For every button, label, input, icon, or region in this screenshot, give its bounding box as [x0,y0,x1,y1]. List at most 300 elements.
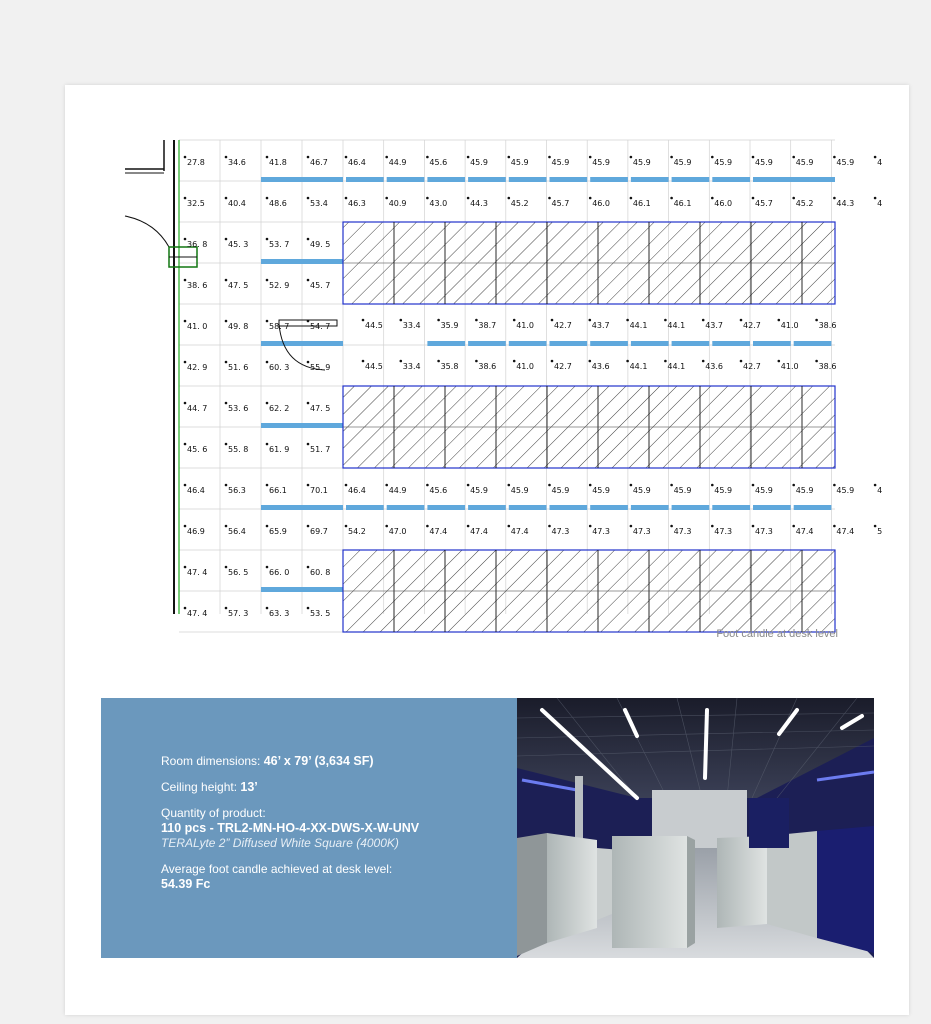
illuminance-value: 49. 8 [228,322,249,331]
calc-point [184,361,187,364]
calc-point [513,360,516,363]
light-fixture [387,177,425,182]
avg-foot-candle-label: Average foot candle achieved at desk level: [161,862,393,876]
calc-point [184,443,187,446]
illuminance-value: 47.4 [836,527,855,536]
calc-point [225,238,228,241]
illuminance-value: 69.7 [310,527,328,536]
illuminance-value: 40.4 [228,199,246,208]
calc-point [225,607,228,610]
light-fixture [261,423,343,428]
calc-point [437,360,440,363]
light-fixture [631,177,669,182]
calc-point [225,566,228,569]
calc-point [345,484,348,487]
calc-point [307,607,310,610]
calc-point [307,320,310,323]
calc-point [385,484,388,487]
calc-point [778,319,781,322]
calc-point [307,238,310,241]
illuminance-value: 57. 3 [228,609,249,618]
calc-point [225,402,228,405]
illuminance-value: 41.0 [516,362,535,371]
illuminance-value: 47.3 [755,527,773,536]
calc-point [266,361,269,364]
light-fixture [509,505,547,510]
illuminance-value: 43.6 [591,362,610,371]
ceiling-height-label: Ceiling height: [161,780,238,794]
illuminance-value: 43.6 [705,362,724,371]
illuminance-value: 66. 0 [269,568,290,577]
calc-point [792,197,795,200]
calc-point [815,360,818,363]
calc-point [184,525,187,528]
illuminance-value: 53.4 [310,199,328,208]
room-dimensions-value: 46’ x 79’ (3,634 SF) [263,754,374,768]
illuminance-value: 56. 5 [228,568,249,577]
calc-point [630,525,633,528]
calc-point [475,360,478,363]
ceiling-height [161,780,501,795]
rendering-image [517,698,874,958]
illuminance-value: 42. 9 [187,363,208,372]
product-name: TERALyte 2” Diffused White Square (4000K) [161,836,399,850]
calc-point [589,360,592,363]
light-fixture [753,505,791,510]
calc-point [266,566,269,569]
illuminance-value: 47. 4 [187,568,208,577]
calc-point [711,197,714,200]
illuminance-value: 60. 3 [269,363,290,372]
calc-point [307,484,310,487]
calc-point [225,484,228,487]
ceiling-height-value: 13’ [240,780,258,794]
illuminance-value: 33.4 [402,321,421,330]
light-fixture [672,505,710,510]
illuminance-value: 53. 6 [228,404,249,413]
light-fixture [346,505,384,510]
illuminance-value: 66.1 [269,486,287,495]
calc-point [548,197,551,200]
illuminance-value: 41.0 [780,321,799,330]
light-fixture [590,341,628,346]
illuminance-value: 61. 9 [269,445,290,454]
illuminance-value: 45.9 [795,158,814,167]
calc-point [670,197,673,200]
calc-point [792,156,795,159]
illuminance-value: 45.9 [714,158,733,167]
calc-point [307,279,310,282]
illuminance-value: 44.1 [629,321,648,330]
illuminance-value: 46.9 [187,527,205,536]
calc-point [266,607,269,610]
calc-point [874,197,877,200]
calc-point [551,319,554,322]
calc-point [664,319,667,322]
illuminance-value: 47.4 [795,527,814,536]
illuminance-value: 47.0 [388,527,407,536]
illuminance-value: 38.6 [478,362,497,371]
calc-point [184,197,187,200]
illuminance-value: 38.6 [818,362,837,371]
calc-point [307,197,310,200]
lighting-layout-plan [125,140,883,618]
illuminance-value: 27.8 [187,158,205,167]
calc-point [266,238,269,241]
calc-point [385,525,388,528]
illuminance-value: 46.7 [310,158,328,167]
calc-point [752,525,755,528]
illuminance-value: 70.1 [310,486,328,495]
illuminance-value: 44.5 [365,321,383,330]
calc-point [400,360,403,363]
light-fixture [261,587,343,592]
calc-point [362,360,365,363]
illuminance-value: 53. 5 [310,609,331,618]
calc-point [711,156,714,159]
illuminance-value: 45.9 [470,486,488,495]
calc-point [752,484,755,487]
calc-point [385,197,388,200]
calc-point [626,360,629,363]
illuminance-value: 48.6 [269,199,287,208]
calc-point [184,607,187,610]
illuminance-value: 45.7 [551,199,570,208]
light-fixture [261,177,343,182]
illuminance-value: 44. 7 [187,404,208,413]
calc-point [778,360,781,363]
illuminance-value: 45.9 [592,486,611,495]
illuminance-value: 62. 2 [269,404,290,413]
calc-point [225,320,228,323]
calc-point [833,484,836,487]
illuminance-value: 42.7 [743,321,761,330]
illuminance-value: 44.3 [470,199,488,208]
calc-point [345,197,348,200]
calc-point [437,319,440,322]
light-fixture [550,177,588,182]
illuminance-value: 45.9 [551,158,570,167]
calc-point [711,525,714,528]
calc-point [307,156,310,159]
calc-point [307,525,310,528]
calc-point [833,156,836,159]
light-fixture [550,341,588,346]
illuminance-value: 46.1 [632,199,651,208]
calc-point [630,156,633,159]
calc-point [589,156,592,159]
illuminance-value: 45.9 [836,486,855,495]
illuminance-value: 45. 7 [310,281,331,290]
illuminance-value: 41.0 [780,362,799,371]
illuminance-value: 45. 3 [228,240,249,249]
light-fixture [712,177,750,182]
illuminance-value: 32.5 [187,199,205,208]
light-fixture [753,341,791,346]
illuminance-value: 47.3 [592,527,611,536]
calc-point [551,360,554,363]
illuminance-value: 45.9 [755,486,773,495]
illuminance-value: 65.9 [269,527,287,536]
calc-point [548,484,551,487]
calc-point [874,484,877,487]
illuminance-value: 47. 5 [310,404,331,413]
illuminance-value: 42.7 [554,321,572,330]
calc-point [664,360,667,363]
illuminance-value: 51. 7 [310,445,331,454]
illuminance-value: 45.9 [836,158,855,167]
illuminance-value: 45.9 [592,158,611,167]
calc-point [225,197,228,200]
calc-point [184,320,187,323]
illuminance-value: 49. 5 [310,240,331,249]
room-info-text [161,754,501,892]
calc-point [266,525,269,528]
illuminance-value: 52. 9 [269,281,290,290]
illuminance-value: 43.7 [705,321,724,330]
calc-point [702,319,705,322]
calc-point [184,156,187,159]
calc-point [548,156,551,159]
illuminance-value: 44.1 [667,321,686,330]
illuminance-value: 56.4 [228,527,246,536]
illuminance-value: 47.3 [632,527,651,536]
illuminance-value: 45. 6 [187,445,208,454]
illuminance-value: 46.4 [348,158,366,167]
calc-point [225,279,228,282]
calc-point [225,525,228,528]
light-fixture [590,505,628,510]
illuminance-value: 4 [877,158,883,167]
calc-point [266,279,269,282]
illuminance-value: 55. 9 [310,363,331,372]
illuminance-value: 45.9 [755,158,773,167]
calc-point [792,484,795,487]
calc-point [589,484,592,487]
illuminance-value: 40.9 [388,199,407,208]
calc-point [426,525,429,528]
light-fixture [712,505,750,510]
light-fixture [261,341,343,346]
calc-point [345,525,348,528]
calc-point [225,443,228,446]
data-center-rendering [517,698,874,958]
illuminance-value: 45.6 [429,486,448,495]
door-swing [125,216,169,247]
illuminance-value: 41. 0 [187,322,208,331]
light-fixture [468,341,506,346]
calc-point [508,156,511,159]
illuminance-value: 45.9 [673,158,692,167]
calc-point [225,361,228,364]
calc-point [400,319,403,322]
calc-point [589,197,592,200]
plan-drawing [125,140,883,618]
calc-point [740,319,743,322]
illuminance-value: 58. 7 [269,322,290,331]
calc-point [475,319,478,322]
plan-caption: Foot candle at desk level [716,628,838,640]
calc-point [307,566,310,569]
calc-point [508,525,511,528]
light-fixture [261,259,343,264]
illuminance-value: 47.3 [551,527,570,536]
light-fixture [387,505,425,510]
calc-point [467,484,470,487]
illuminance-value: 47.4 [470,527,488,536]
calc-point [792,525,795,528]
light-fixture [672,341,710,346]
light-fixture [427,505,465,510]
light-fixture [509,341,547,346]
illuminance-value: 63. 3 [269,609,290,618]
illuminance-value: 56.3 [228,486,246,495]
light-fixture [468,505,506,510]
calc-point [426,484,429,487]
illuminance-value: 55. 8 [228,445,249,454]
illuminance-value: 45.2 [510,199,529,208]
calc-point [307,443,310,446]
illuminance-value: 46.0 [592,199,611,208]
illuminance-value: 47.3 [714,527,733,536]
illuminance-value: 47. 4 [187,609,208,618]
illuminance-value: 38.6 [818,321,837,330]
light-fixture [631,505,669,510]
illuminance-value: 53. 7 [269,240,290,249]
calc-point [702,360,705,363]
illuminance-value: 45.9 [551,486,570,495]
calc-point [626,319,629,322]
room-info-panel [101,698,518,958]
calc-point [184,484,187,487]
illuminance-value: 41.8 [269,158,287,167]
calc-point [589,319,592,322]
illuminance-value: 33.4 [402,362,421,371]
illuminance-value: 45.7 [755,199,773,208]
calc-point [467,525,470,528]
illuminance-value: 47.3 [673,527,692,536]
illuminance-value: 45.9 [714,486,733,495]
light-fixture [550,505,588,510]
illuminance-value: 44.5 [365,362,383,371]
illuminance-value: 5 [877,527,883,536]
light-fixture [590,177,628,182]
quantity-label: Quantity of product: [161,806,266,820]
light-fixture [346,177,384,182]
calc-point [266,156,269,159]
illuminance-value: 44.9 [388,486,407,495]
illuminance-value: 45.6 [429,158,448,167]
light-fixture [785,177,835,182]
illuminance-value: 35.8 [440,362,459,371]
calc-point [670,156,673,159]
illuminance-value: 44.1 [667,362,686,371]
calc-point [426,197,429,200]
illuminance-value: 4 [877,199,883,208]
room-dimensions-label: Room dimensions: [161,754,261,768]
calc-point [362,319,365,322]
light-fixture [261,505,343,510]
calc-point [307,361,310,364]
illuminance-value: 45.9 [470,158,488,167]
illuminance-value: 38. 6 [187,281,208,290]
illuminance-value: 45.2 [795,199,814,208]
illuminance-value: 47.4 [429,527,448,536]
calc-point [711,484,714,487]
illuminance-value: 47. 5 [228,281,249,290]
calc-point [508,197,511,200]
light-fixture [712,341,750,346]
calc-point [467,156,470,159]
calc-point [670,484,673,487]
illuminance-value: 44.9 [388,158,407,167]
illuminance-value: 54. 7 [310,322,331,331]
quantity-value: 110 pcs - TRL2-MN-HO-4-XX-DWS-X-W-UNV [161,821,420,835]
illuminance-value: 54.2 [348,527,366,536]
avg-foot-candle-value: 54.39 Fc [161,877,211,891]
calc-point [513,319,516,322]
calc-point [815,319,818,322]
light-fixture [509,177,547,182]
illuminance-value: 35.9 [440,321,459,330]
calc-point [833,197,836,200]
illuminance-value: 46.0 [714,199,733,208]
calc-point [345,156,348,159]
calc-point [467,197,470,200]
illuminance-value: 45.9 [510,486,529,495]
calc-point [266,197,269,200]
illuminance-value: 51. 6 [228,363,249,372]
calc-point [266,484,269,487]
calc-point [266,443,269,446]
calc-point [548,525,551,528]
illuminance-value: 45.9 [510,158,529,167]
calc-point [266,402,269,405]
light-fixture [794,505,832,510]
illuminance-value: 34.6 [228,158,246,167]
illuminance-value: 43.7 [591,321,610,330]
calc-point [874,525,877,528]
calc-point [833,525,836,528]
illuminance-value: 42.7 [743,362,761,371]
calc-point [630,197,633,200]
calc-point [752,156,755,159]
calc-point [184,402,187,405]
illuminance-value: 41.0 [516,321,535,330]
illuminance-value: 46.4 [348,486,366,495]
illuminance-value: 44.1 [629,362,648,371]
room-dimensions [161,754,501,769]
calc-point [740,360,743,363]
illuminance-value: 47.4 [510,527,529,536]
calc-point [307,402,310,405]
light-fixture [468,177,506,182]
illuminance-value: 43.0 [429,199,448,208]
illuminance-value: 45.9 [795,486,814,495]
calc-point [874,156,877,159]
calc-point [184,238,187,241]
illuminance-value: 36. 8 [187,240,208,249]
calc-point [225,156,228,159]
illuminance-value: 4 [877,486,883,495]
calc-point [752,197,755,200]
calc-point [266,320,269,323]
illuminance-value: 45.9 [632,158,651,167]
light-fixture [794,341,832,346]
calc-point [426,156,429,159]
illuminance-value: 45.9 [673,486,692,495]
calc-point [184,279,187,282]
